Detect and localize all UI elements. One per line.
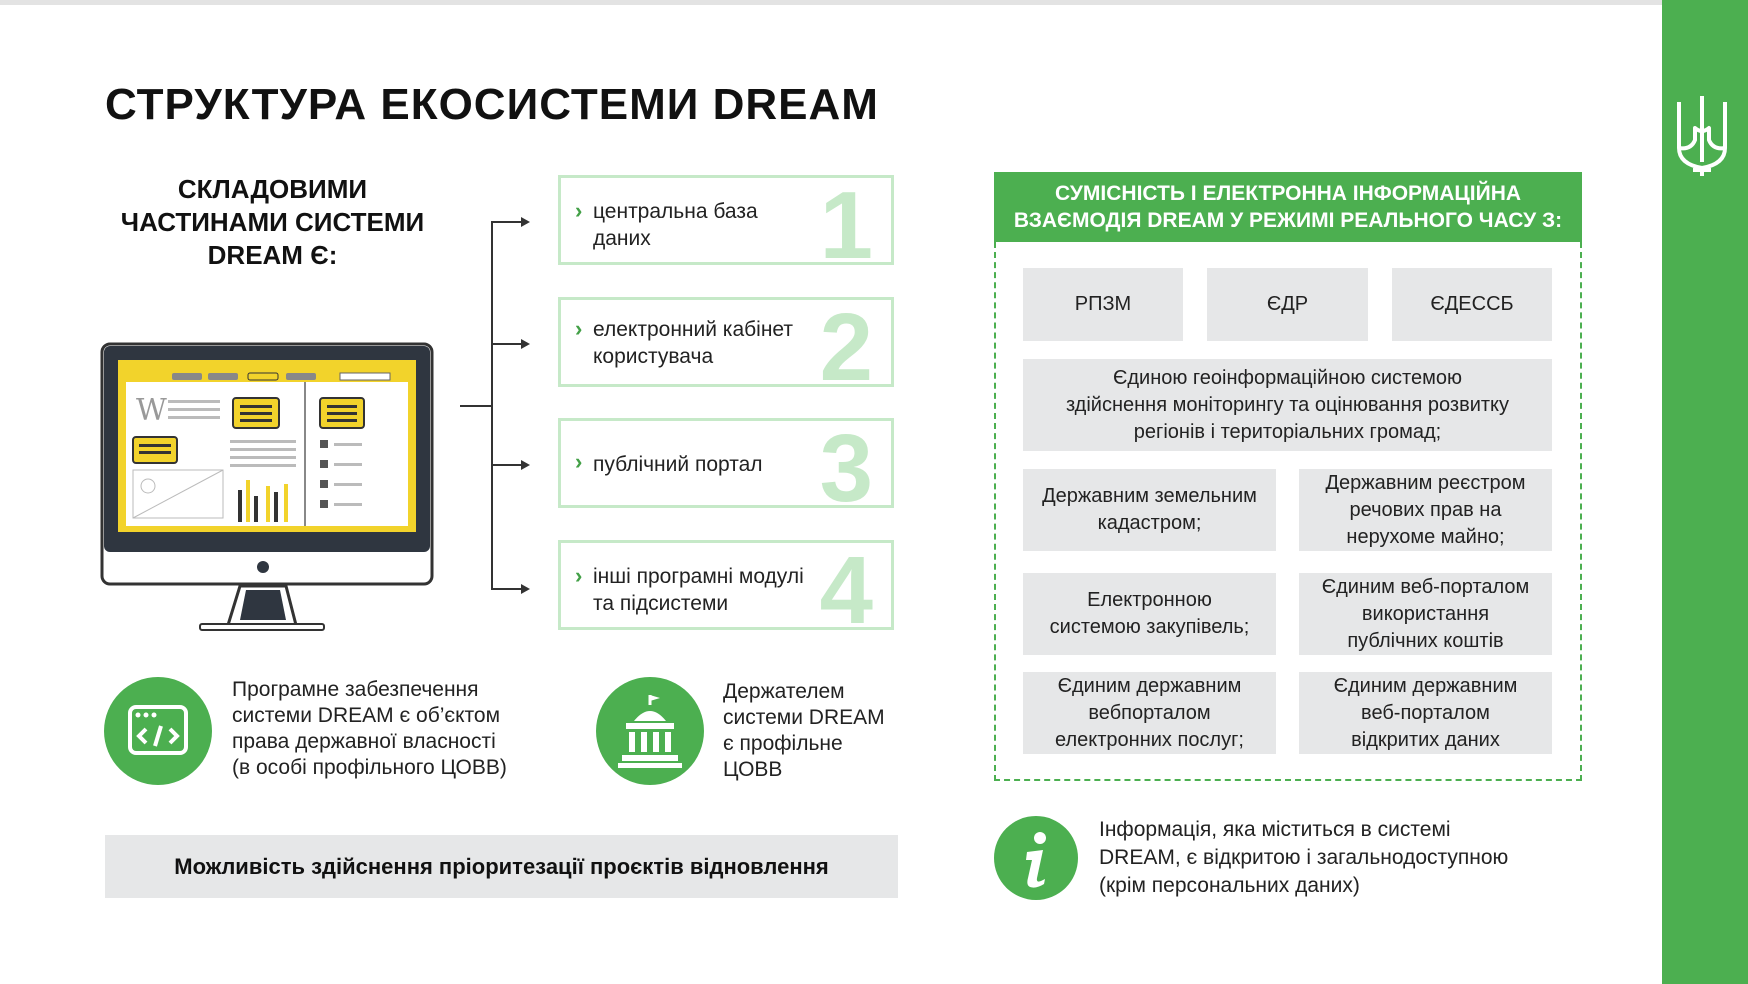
note-line: системи DREAM <box>723 706 885 729</box>
top-border <box>0 0 1748 5</box>
chevron-right-icon: › <box>575 563 583 588</box>
cell-line: нерухоме майно; <box>1346 525 1505 548</box>
info-line: Інформація, яка міститься в системі <box>1099 818 1451 841</box>
info-icon <box>994 816 1078 900</box>
component-label-line: електронний кабінет <box>593 318 794 341</box>
info-line: DREAM, є відкритою і загальнодоступною <box>1099 846 1509 869</box>
components-heading-line: СКЛАДОВИМИ <box>177 174 368 204</box>
component-number: 1 <box>819 172 873 279</box>
trident-icon <box>1673 92 1731 178</box>
cell-line: Єдиним державним <box>1057 674 1242 697</box>
components-heading-line: ЧАСТИНАМИ СИСТЕМИ <box>120 207 425 237</box>
note-line: Держателем <box>723 680 845 703</box>
note-line: ЦОВВ <box>723 758 783 781</box>
component-number: 2 <box>819 294 873 401</box>
component-label-line: даних <box>593 227 651 250</box>
component-public-portal <box>558 415 894 522</box>
procurement-system-cell <box>1023 573 1276 655</box>
registry-cell-edr: ЄДР <box>1207 268 1368 341</box>
cell-line: веб-порталом <box>1361 701 1490 724</box>
registry-cell-rpzm: РПЗМ <box>1023 268 1183 341</box>
info-line: (крім персональних даних) <box>1099 874 1360 897</box>
land-cadastre-cell <box>1023 469 1276 551</box>
cell-line: відкритих даних <box>1351 728 1500 751</box>
note-line: Програмне забезпечення <box>232 678 479 701</box>
svg-text:W: W <box>136 393 167 428</box>
heading-line: ВЗАЄМОДІЯ DREAM У РЕЖИМІ РЕАЛЬНОГО ЧАСУ З: <box>1013 209 1563 232</box>
component-label-line: інші програмні модулі <box>593 565 804 588</box>
component-label <box>593 451 763 478</box>
cell-line: Державним земельним <box>1042 485 1257 507</box>
components-heading <box>100 173 445 272</box>
cell-line: вебпорталом <box>1088 701 1211 724</box>
chevron-right-icon: › <box>575 449 583 474</box>
connector-vertical <box>491 221 493 590</box>
component-label-line: користувача <box>593 345 714 368</box>
interoperability-heading <box>994 172 1582 242</box>
connector-branch-1 <box>491 221 523 223</box>
cell-line: Електронною <box>1087 589 1212 611</box>
government-building-icon <box>596 677 704 785</box>
open-data-note <box>1099 816 1508 900</box>
component-label <box>593 198 758 252</box>
cell-line: Єдиним веб-порталом <box>1321 575 1530 598</box>
connector-branch-4 <box>491 588 523 590</box>
cell-line: Державним реєстром <box>1325 471 1526 494</box>
component-central-database <box>558 172 894 279</box>
property-rights-registry-cell <box>1299 469 1552 551</box>
component-label <box>593 563 804 617</box>
software-ownership-note <box>232 677 507 781</box>
code-window-icon <box>104 677 212 785</box>
component-label-line: та підсистеми <box>593 592 729 615</box>
cell-line: Єдиною геоінформаційною системою <box>1112 366 1462 389</box>
cell-line: Єдиним державним <box>1333 674 1518 697</box>
open-data-portal-cell <box>1299 672 1552 754</box>
cell-line: кадастром; <box>1097 512 1202 534</box>
note-line: системи DREAM є об’єктом <box>232 704 501 727</box>
registry-cell-edessb: ЄДЕССБ <box>1392 268 1552 341</box>
e-services-portal-cell <box>1023 672 1276 754</box>
monitor-illustration <box>100 340 440 640</box>
connector-stem <box>460 405 493 407</box>
cell-line: публічних коштів <box>1347 629 1504 652</box>
connector-branch-2 <box>491 343 523 345</box>
public-funds-portal-cell <box>1299 573 1552 655</box>
arrow-head-2 <box>521 339 530 349</box>
component-other-modules <box>558 537 894 644</box>
cell-line: системою закупівель; <box>1049 616 1250 638</box>
arrow-head-1 <box>521 217 530 227</box>
note-line: (в особі профільного ЦОВВ) <box>232 756 507 779</box>
chevron-right-icon: › <box>575 316 583 341</box>
component-label-line: центральна база <box>593 200 758 223</box>
chevron-right-icon: › <box>575 198 583 223</box>
component-label <box>593 316 793 370</box>
cell-line: здійснення моніторингу та оцінювання розвитку <box>1065 393 1510 416</box>
geoinformation-system-cell <box>1023 359 1552 451</box>
system-holder-note <box>723 679 885 783</box>
arrow-head-3 <box>521 460 530 470</box>
component-label-line: публічний портал <box>593 453 763 476</box>
components-heading-line: DREAM Є: <box>207 240 338 270</box>
note-line: є профільне <box>723 732 843 755</box>
prioritization-banner: Можливість здійснення пріоритезації проєктів відновлення <box>105 835 898 898</box>
heading-line: СУМІСНІСТЬ І ЕЛЕКТРОННА ІНФОРМАЦІЙНА <box>1054 182 1522 205</box>
cell-line: використання <box>1361 602 1490 625</box>
cell-line: регіонів і територіальних громад; <box>1133 420 1442 443</box>
connector-branch-3 <box>491 464 523 466</box>
component-user-cabinet <box>558 294 894 401</box>
cell-line: речових прав на <box>1349 498 1502 521</box>
page-title: СТРУКТУРА ЕКОСИСТЕМИ DREAM <box>105 80 879 129</box>
component-number: 4 <box>819 537 873 644</box>
note-line: права державної власності <box>232 730 496 753</box>
component-number: 3 <box>819 415 873 522</box>
arrow-head-4 <box>521 584 530 594</box>
cell-line: електронних послуг; <box>1055 728 1244 751</box>
